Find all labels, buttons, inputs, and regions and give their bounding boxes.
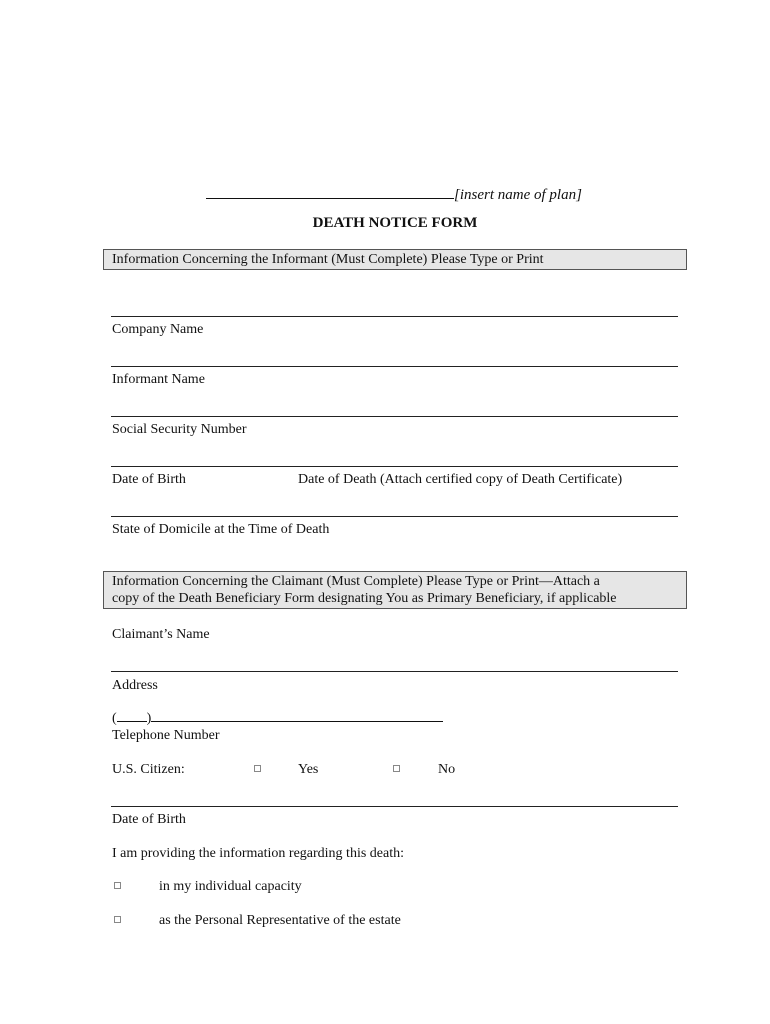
claimant-section-heading (103, 571, 687, 609)
claimant-name-label: Claimant’s Name (112, 627, 210, 642)
form-title: DEATH NOTICE FORM (312, 215, 478, 231)
date-of-death-label: Date of Death (Attach certified copy of Death Certificate) (298, 472, 623, 487)
informant-name-label: Informant Name (112, 372, 205, 387)
telephone-label: Telephone Number (112, 728, 220, 743)
informant-section-heading (103, 249, 687, 270)
claimant-dob-label: Date of Birth (112, 812, 186, 827)
phone-open-paren: ( (112, 711, 117, 726)
address-line[interactable] (111, 671, 678, 672)
citizen-no-checkbox[interactable] (393, 765, 400, 772)
plan-name-placeholder: [insert name of plan] (454, 187, 582, 203)
personal-representative-checkbox[interactable] (114, 916, 121, 923)
claimant-dob-line[interactable] (111, 806, 678, 807)
ssn-label: Social Security Number (112, 422, 247, 437)
informant-name-line[interactable] (111, 366, 678, 367)
personal-representative-label: as the Personal Representative of the estate (159, 913, 401, 928)
citizen-yes-checkbox[interactable] (254, 765, 261, 772)
company-name-line[interactable] (111, 316, 678, 317)
area-code-blank[interactable] (117, 708, 147, 722)
company-name-label: Company Name (112, 322, 204, 337)
claimant-section-heading-line2: copy of the Death Beneficiary Form designating You as Primary Beneficiary, if applicable (112, 591, 617, 606)
citizen-no-label: No (438, 762, 456, 777)
domicile-line[interactable] (111, 516, 678, 517)
phone-number-blank[interactable] (151, 708, 443, 722)
informant-section-heading-text: Information Concerning the Informant (Must Complete) Please Type or Print (112, 252, 544, 267)
plan-name-line (206, 184, 582, 204)
domicile-label: State of Domicile at the Time of Death (112, 522, 330, 537)
ssn-line[interactable] (111, 416, 678, 417)
address-label: Address (112, 678, 158, 693)
informant-dob-label: Date of Birth (112, 472, 186, 487)
citizen-yes-label: Yes (298, 762, 319, 777)
individual-capacity-checkbox[interactable] (114, 882, 121, 889)
providing-statement: I am providing the information regarding this death: (112, 846, 404, 861)
plan-name-blank[interactable] (206, 184, 454, 199)
individual-capacity-label: in my individual capacity (159, 879, 302, 894)
claimant-section-heading-line1: Information Concerning the Claimant (Must Complete) Please Type or Print—Attach a (112, 574, 600, 589)
phone-field[interactable] (112, 708, 443, 727)
phone-close-paren: ) (146, 711, 152, 726)
birth-death-line[interactable] (111, 466, 678, 467)
citizen-label: U.S. Citizen: (112, 762, 185, 777)
